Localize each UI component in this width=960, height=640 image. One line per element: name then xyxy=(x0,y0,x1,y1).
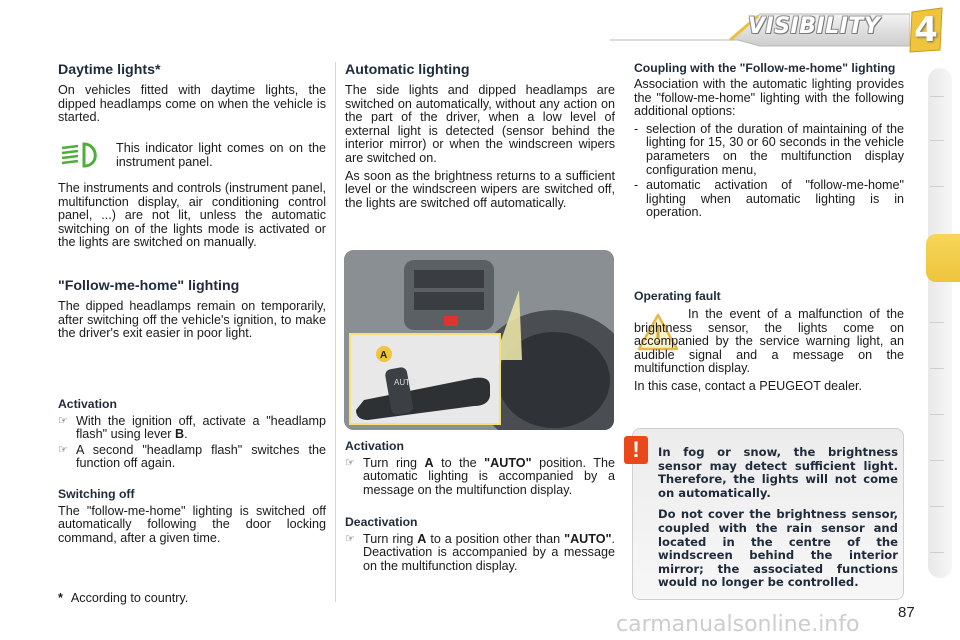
fault-section xyxy=(634,308,904,398)
fault-heading: Operating fault xyxy=(634,289,721,303)
list-item xyxy=(345,533,615,574)
activation-item2: A second "headlamp flash" switches the function off again. xyxy=(76,442,326,471)
ring-a-label: A xyxy=(380,350,388,361)
hand-bullet-icon: ☞ xyxy=(58,443,68,456)
tab-divider xyxy=(930,140,944,141)
deactivation-heading: Deactivation xyxy=(345,515,418,529)
text-run: to a position other than xyxy=(426,531,565,546)
follow-section xyxy=(58,278,326,345)
coupling-para: Association with the automatic lighting provides the "follow-me-home" lighting with the following additional options: xyxy=(634,77,904,119)
footnote xyxy=(58,592,326,606)
chapter-tab-active[interactable] xyxy=(926,234,960,282)
hand-bullet-icon: ☞ xyxy=(345,456,355,469)
coupling-item1: selection of the duration of maintaining of the lighting for 15, 30 or 60 seconds in the vehicle parameters on the multifunction display configuration menu, xyxy=(646,121,904,177)
ring-label: A xyxy=(424,455,434,470)
tab-divider xyxy=(930,460,944,461)
fault-para1: In the event of a malfunction of the brightness sensor, the lights come on accompanied by the service warning light, an audible signal and a message on the multifunction display. xyxy=(634,307,904,376)
activation-item1-text: With the ignition off, activate a "headlamp flash" using lever xyxy=(76,413,326,442)
switching-off-para: The "follow-me-home" lighting is switched off automatically following the door locking command, after a given time. xyxy=(58,503,326,545)
note-para2: Do not cover the brightness sensor, coupled with the rain sensor and located in the centre of the windscreen behind the interior mirror; the associated functions would no longer be controlled. xyxy=(658,507,898,590)
follow-para: The dipped headlamps remain on temporarily, after switching off the vehicle's ignition, to make the driver's exit easier in poor light. xyxy=(58,299,326,341)
dashboard-illustration xyxy=(344,250,614,430)
text-run: position. The automatic lighting is accompanied by a message on the multifunction display. xyxy=(363,455,615,497)
tab-divider xyxy=(930,506,944,507)
instruments-section xyxy=(58,182,326,254)
automatic-para2: As soon as the brightness returns to a sufficient level or the windscreen wipers are switched off, the lights are switched off automatically. xyxy=(345,168,615,210)
automatic-para1: The side lights and dipped headlamps are switched on automatically, without any action on the part of the driver, when a low level of external light is detected (sensor behind the interior mirror) or when the windscreen wipers are switched on. xyxy=(345,83,615,165)
coupling-section xyxy=(634,62,904,222)
exclamation-icon: ! xyxy=(624,436,648,464)
switching-off-heading: Switching off xyxy=(58,487,135,501)
text-run: Turn ring xyxy=(363,531,418,546)
activation-heading: Activation xyxy=(58,397,117,411)
list-item: - selection of the duration of maintaining of the lighting for 15, 30 or 60 seconds in the vehicle parameters on the multifunction display configuration menu, xyxy=(634,121,904,177)
watermark: carmanualsonline.info xyxy=(616,612,860,637)
list-item xyxy=(58,415,326,442)
tab-divider xyxy=(930,186,944,187)
activation-section xyxy=(58,398,326,473)
mid-activation-section xyxy=(345,440,615,499)
list-item: - automatic activation of "follow-me-home" lighting when automatic lighting is in operation. xyxy=(634,178,904,220)
column-divider xyxy=(335,62,336,602)
footnote-mark: * xyxy=(58,591,63,605)
caution-note xyxy=(658,446,898,598)
automatic-lighting-section xyxy=(345,62,615,214)
fault-para2: In this case, contact a PEUGEOT dealer. xyxy=(634,378,862,393)
stalk-control-photo xyxy=(344,250,614,430)
list-item xyxy=(345,457,615,498)
lever-label: B xyxy=(174,427,185,442)
daytime-section xyxy=(58,62,326,129)
text-run: . Deactivation is accompanied by a message on the multifunction display. xyxy=(363,531,615,573)
ring-label: A xyxy=(417,531,427,546)
page-title: VISIBILITY xyxy=(748,14,881,39)
coupling-heading: Coupling with the "Follow-me-home" lighting xyxy=(634,61,896,75)
svg-text:AUTO: AUTO xyxy=(394,378,417,387)
daytime-heading: Daytime lights* xyxy=(58,62,161,78)
tab-divider xyxy=(930,552,944,553)
follow-heading: "Follow-me-home" lighting xyxy=(58,278,240,294)
text-run: to the xyxy=(433,455,485,470)
list-item xyxy=(58,444,326,471)
chapter-number: 4 xyxy=(914,10,938,50)
tab-divider xyxy=(930,368,944,369)
hand-bullet-icon: ☞ xyxy=(345,532,355,545)
footnote-text: According to country. xyxy=(70,591,189,605)
tab-divider xyxy=(930,96,944,97)
note-para1: In fog or snow, the brightness sensor may detect sufficient light. Therefore, the lights will not come on automatically. xyxy=(658,445,898,500)
daytime-para: On vehicles fitted with daytime lights, the dipped headlamps come on when the vehicle is started. xyxy=(58,83,326,125)
text-run: Turn ring xyxy=(363,455,425,470)
fault-heading-block xyxy=(634,290,904,307)
deactivation-section xyxy=(345,516,615,575)
hand-bullet-icon: ☞ xyxy=(58,414,68,427)
mid-activation-heading: Activation xyxy=(345,439,404,453)
auto-label: "AUTO" xyxy=(564,531,612,546)
indicator-note xyxy=(116,142,326,173)
indicator-text: This indicator light comes on on the instrument panel. xyxy=(116,141,326,169)
coupling-item2: automatic activation of "follow-me-home" lighting when automatic lighting is in operation. xyxy=(646,178,904,220)
automatic-heading: Automatic lighting xyxy=(345,62,470,78)
tab-divider xyxy=(930,414,944,415)
instruments-para: The instruments and controls (instrument panel, multifunction display, air conditioning control panel, ...) are not lit, unless the automatic switching on of the lights mode is activated or the lights are switched on manually. xyxy=(58,181,326,250)
tab-divider xyxy=(930,322,944,323)
chapter-tab-strip xyxy=(928,68,952,578)
switching-off-section xyxy=(58,488,326,549)
daytime-lights-icon xyxy=(58,138,104,172)
auto-label: "AUTO" xyxy=(484,455,532,470)
page-number: 87 xyxy=(898,604,915,621)
activation-item1-end: . xyxy=(184,427,188,442)
